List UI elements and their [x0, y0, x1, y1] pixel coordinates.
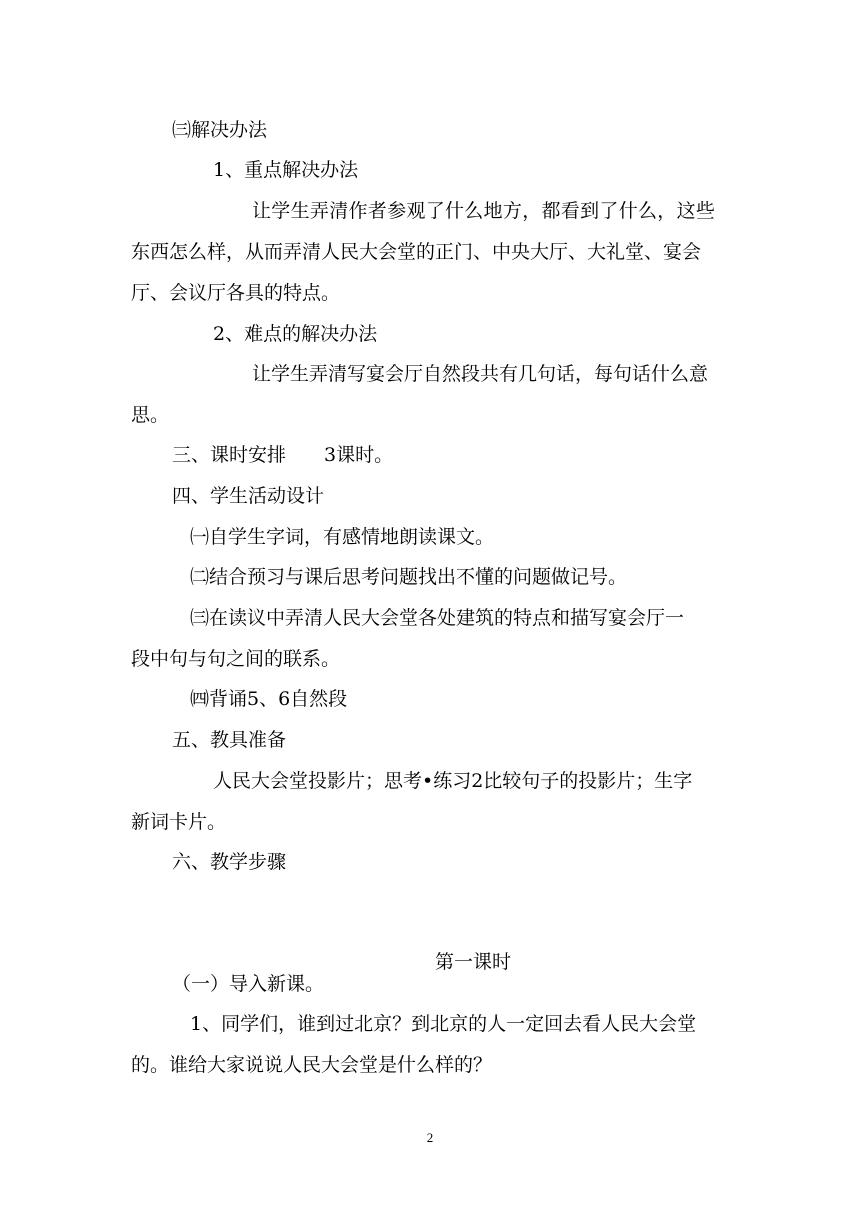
heading-student-activities: 四、学生活动设计 — [172, 485, 325, 507]
paragraph-line: 让学生弄清写宴会厅自然段共有几句话，每句话什么意 — [252, 363, 709, 385]
heading-teaching-aids: 五、教具准备 — [172, 729, 287, 751]
list-item: ㈡结合预习与课后思考问题找出不懂的问题做记号。 — [190, 566, 628, 588]
subheading-key-point-method: 1、重点解决办法 — [213, 159, 359, 181]
heading-solution-methods: ㈢解决办法 — [172, 119, 268, 141]
heading-teaching-steps: 六、教学步骤 — [172, 851, 287, 873]
paragraph-line: 段中句与句之间的联系。 — [131, 648, 341, 670]
section-title: 第一课时 — [434, 951, 511, 973]
heading-class-arrangement: 三、课时安排 3课时。 — [172, 444, 394, 466]
paragraph-line: 的。谁给大家说说人民大会堂是什么样的？ — [131, 1054, 493, 1076]
subheading-difficulty-method: 2、难点的解决办法 — [213, 323, 378, 345]
page-number: 2 — [426, 1130, 434, 1145]
list-item: ㈣背诵5、6自然段 — [190, 688, 348, 710]
list-item: ㈠自学生字词，有感情地朗读课文。 — [190, 526, 495, 548]
paragraph-line: 1、同学们，谁到过北京？到北京的人一定回去看人民大会堂 — [190, 1013, 697, 1035]
paragraph-line: 人民大会堂投影片；思考•练习2比较句子的投影片；生字 — [213, 770, 693, 792]
paragraph-line: 思。 — [131, 404, 170, 426]
heading-introduction: （一）导入新课。 — [172, 973, 325, 995]
paragraph-line: 新词卡片。 — [131, 811, 227, 833]
paragraph-line: 让学生弄清作者参观了什么地方，都看到了什么，这些 — [252, 200, 716, 222]
paragraph-line: 东西怎么样，从而弄清人民大会堂的正门、中央大厅、大礼堂、宴会 — [131, 241, 702, 263]
paragraph-line: 厅、会议厅各具的特点。 — [131, 282, 341, 304]
list-item: ㈢在读议中弄清人民大会堂各处建筑的特点和描写宴会厅一 — [190, 607, 685, 629]
